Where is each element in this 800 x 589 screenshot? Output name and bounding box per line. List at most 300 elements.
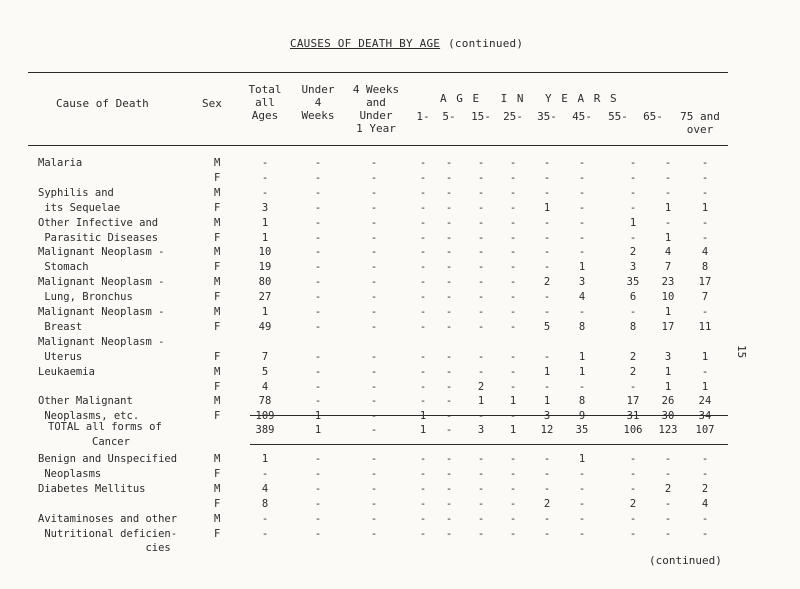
header-age-col-7: 65- — [643, 110, 663, 123]
header-total — [245, 83, 285, 122]
value-cell: - — [477, 261, 485, 274]
value-cell: - — [419, 216, 427, 229]
total-values — [0, 424, 800, 438]
value-cell: - — [445, 306, 453, 318]
value-cell: - — [578, 467, 586, 480]
value-cell: - — [370, 410, 378, 423]
value-cell: 1 — [543, 365, 551, 378]
cause-cell: Other Infective and — [38, 216, 159, 229]
table-row — [0, 528, 800, 542]
value-cell: - — [578, 246, 586, 259]
value-cell: - — [664, 171, 672, 184]
total-label-l1: TOTAL all forms of — [48, 421, 162, 433]
value-cell: 1 — [701, 350, 709, 363]
header-total-l3: Ages — [251, 109, 279, 122]
sex-cell: M — [214, 395, 221, 408]
value-cell: - — [509, 231, 517, 244]
value-cell: - — [629, 380, 637, 393]
value-cell: - — [419, 497, 427, 510]
value-cell: 7 — [664, 261, 672, 274]
value-cell: - — [419, 350, 427, 363]
header-age-in-years — [440, 92, 638, 105]
value-cell: - — [261, 157, 269, 169]
value-cell: - — [261, 527, 269, 540]
value-cell: - — [477, 231, 485, 244]
value-cell: - — [419, 482, 427, 495]
cause-cell: Malignant Neoplasm - — [38, 335, 165, 348]
value-cell: - — [477, 365, 485, 378]
value-cell: - — [445, 527, 453, 540]
value-cell: - — [477, 291, 485, 304]
value-cell: - — [629, 186, 637, 199]
value-cell: 10 — [258, 246, 272, 259]
value-cell: 1 — [578, 350, 586, 363]
value-cell: - — [578, 512, 586, 525]
value-cell: - — [701, 453, 709, 465]
value-cell: 4 — [664, 246, 672, 259]
cause-cell: Malignant Neoplasm - — [38, 306, 165, 318]
table-row — [0, 202, 800, 216]
header-sex: Sex — [202, 97, 222, 110]
value-cell: 80 — [258, 276, 272, 289]
value-cell: - — [664, 216, 672, 229]
table-row — [0, 157, 800, 171]
total-bottom-rule — [250, 444, 728, 445]
value-cell: - — [664, 186, 672, 199]
value-cell: - — [543, 482, 551, 495]
value-cell: - — [445, 365, 453, 378]
value-cell: - — [477, 320, 485, 333]
cause-cell: Malignant Neoplasm - — [38, 276, 165, 289]
value-cell: - — [445, 512, 453, 525]
value-cell: - — [419, 186, 427, 199]
value-cell: - — [419, 527, 427, 540]
header-age: A G E — [440, 92, 481, 105]
cause-cell: cies — [38, 542, 171, 555]
value-cell: 2 — [629, 365, 637, 378]
value-cell: - — [314, 527, 322, 540]
value-cell: - — [629, 453, 637, 465]
value-cell: 26 — [661, 395, 675, 408]
value-cell: - — [445, 171, 453, 184]
value-cell: - — [445, 395, 453, 408]
value-cell: - — [370, 527, 378, 540]
value-cell: - — [314, 201, 322, 214]
value-cell: - — [445, 350, 453, 363]
table-row — [0, 232, 800, 246]
value-cell: - — [370, 201, 378, 214]
value-cell: - — [419, 157, 427, 169]
value-cell: 1 — [664, 380, 672, 393]
value-cell: 1 — [543, 201, 551, 214]
value-cell: - — [314, 306, 322, 318]
value-cell: 2 — [701, 482, 709, 495]
value-cell: - — [314, 186, 322, 199]
cause-cell: Stomach — [38, 261, 89, 274]
value-cell: 5 — [261, 365, 269, 378]
value-cell: - — [509, 157, 517, 169]
value-cell: - — [314, 320, 322, 333]
cause-cell: Neoplasms — [38, 467, 102, 480]
total-value-cell: - — [370, 424, 378, 436]
value-cell: - — [509, 306, 517, 318]
header-age-col-8: 75 and over — [680, 110, 720, 136]
value-cell: - — [261, 512, 269, 525]
value-cell: - — [477, 171, 485, 184]
header-age-col-6: 55- — [608, 110, 628, 123]
total-value-cell: 107 — [695, 424, 715, 436]
value-cell: - — [370, 231, 378, 244]
value-cell: - — [543, 186, 551, 199]
value-cell: - — [419, 306, 427, 318]
value-cell: 2 — [629, 497, 637, 510]
value-cell: 1 — [701, 201, 709, 214]
value-cell: - — [543, 453, 551, 465]
value-cell: 3 — [629, 261, 637, 274]
value-cell: - — [543, 467, 551, 480]
value-cell: - — [509, 320, 517, 333]
value-cell: 1 — [664, 306, 672, 318]
value-cell: - — [370, 306, 378, 318]
value-cell: - — [314, 512, 322, 525]
sex-cell: M — [214, 512, 221, 525]
value-cell: - — [370, 380, 378, 393]
header-under4w-l1: Under — [301, 83, 335, 96]
header-under4w-l3: Weeks — [301, 109, 335, 122]
value-cell: - — [578, 216, 586, 229]
value-cell: - — [314, 216, 322, 229]
value-cell: - — [370, 216, 378, 229]
value-cell: - — [370, 395, 378, 408]
cause-cell: Avitaminoses and other — [38, 512, 178, 525]
value-cell: - — [419, 201, 427, 214]
value-cell: 8 — [701, 261, 709, 274]
cause-cell: Diabetes Mellitus — [38, 482, 146, 495]
header-age-col-2: 15- — [471, 110, 491, 123]
header-4w-1y-l2: and — [366, 96, 386, 109]
value-cell: - — [701, 186, 709, 199]
cause-cell: Syphilis and — [38, 186, 114, 199]
value-cell: - — [370, 276, 378, 289]
value-cell: 2 — [664, 482, 672, 495]
value-cell: - — [419, 276, 427, 289]
value-cell: 30 — [661, 410, 675, 423]
value-cell: - — [445, 157, 453, 169]
header-under4w-l2: 4 — [314, 96, 322, 109]
value-cell: 2 — [629, 246, 637, 259]
cause-cell: Parasitic Diseases — [38, 231, 159, 244]
total-label-l2: Cancer — [92, 436, 130, 448]
sex-cell: M — [214, 157, 221, 169]
cause-cell: Leukaemia — [38, 365, 95, 378]
header-cause: Cause of Death — [56, 97, 149, 110]
value-cell: - — [477, 350, 485, 363]
sex-cell: F — [214, 467, 221, 480]
value-cell: - — [314, 246, 322, 259]
value-cell: - — [509, 171, 517, 184]
cause-cell: Malignant Neoplasm - — [38, 246, 165, 259]
value-cell: - — [629, 306, 637, 318]
sex-cell: F — [214, 231, 221, 244]
value-cell: - — [629, 512, 637, 525]
value-cell: - — [445, 201, 453, 214]
value-cell: - — [664, 157, 672, 169]
header-age-col-5: 45- — [572, 110, 592, 123]
sex-cell: F — [214, 380, 221, 393]
cause-cell: its Sequelae — [38, 201, 121, 214]
sex-cell: F — [214, 320, 221, 333]
value-cell: 1 — [664, 231, 672, 244]
value-cell: - — [578, 157, 586, 169]
value-cell: - — [578, 497, 586, 510]
value-cell: 2 — [543, 276, 551, 289]
value-cell: - — [445, 291, 453, 304]
value-cell: - — [477, 216, 485, 229]
table-row — [0, 276, 800, 290]
value-cell: 1 — [477, 395, 485, 408]
header-age-col-4: 35- — [537, 110, 557, 123]
value-cell: - — [419, 365, 427, 378]
value-cell: - — [664, 527, 672, 540]
value-cell: 1 — [261, 231, 269, 244]
value-cell: - — [419, 320, 427, 333]
value-cell: - — [543, 216, 551, 229]
value-cell: - — [509, 246, 517, 259]
value-cell: - — [701, 231, 709, 244]
value-cell: 2 — [629, 350, 637, 363]
title-suffix: (continued) — [448, 37, 524, 50]
sex-cell: F — [214, 291, 221, 304]
header-total-l1: Total — [248, 83, 282, 96]
value-cell: 7 — [261, 350, 269, 363]
value-cell: - — [509, 467, 517, 480]
value-cell: - — [419, 467, 427, 480]
value-cell: 4 — [261, 380, 269, 393]
value-cell: - — [477, 201, 485, 214]
table-row — [0, 321, 800, 335]
value-cell: - — [314, 395, 322, 408]
value-cell: 7 — [701, 291, 709, 304]
value-cell: - — [445, 380, 453, 393]
total-value-cell: 35 — [575, 424, 589, 436]
value-cell: 4 — [578, 291, 586, 304]
value-cell: - — [578, 171, 586, 184]
value-cell: 4 — [261, 482, 269, 495]
value-cell: - — [543, 306, 551, 318]
value-cell: - — [314, 231, 322, 244]
value-cell: - — [629, 527, 637, 540]
value-cell: - — [578, 380, 586, 393]
value-cell: 1 — [314, 410, 322, 423]
value-cell: 1 — [578, 261, 586, 274]
value-cell: - — [701, 512, 709, 525]
value-cell: - — [701, 216, 709, 229]
value-cell: 9 — [578, 410, 586, 423]
value-cell: - — [314, 350, 322, 363]
value-cell: - — [509, 261, 517, 274]
value-cell: - — [509, 497, 517, 510]
value-cell: - — [509, 365, 517, 378]
value-cell: 1 — [578, 365, 586, 378]
value-cell: - — [419, 231, 427, 244]
value-cell: - — [629, 231, 637, 244]
sex-cell: F — [214, 497, 221, 510]
value-cell: - — [314, 497, 322, 510]
value-cell: - — [629, 482, 637, 495]
value-cell: - — [509, 186, 517, 199]
value-cell: - — [543, 291, 551, 304]
table-row — [0, 366, 800, 380]
table-row — [0, 351, 800, 365]
value-cell: - — [314, 482, 322, 495]
sex-cell: M — [214, 365, 221, 378]
value-cell: - — [314, 276, 322, 289]
sex-cell: M — [214, 216, 221, 229]
value-cell: - — [701, 306, 709, 318]
continued-footer: (continued) — [649, 554, 722, 567]
value-cell: - — [445, 497, 453, 510]
value-cell: - — [445, 216, 453, 229]
value-cell: 2 — [543, 497, 551, 510]
total-value-cell: 1 — [314, 424, 322, 436]
value-cell: 8 — [578, 395, 586, 408]
value-cell: - — [445, 453, 453, 465]
value-cell: - — [477, 410, 485, 423]
total-value-cell: 1 — [419, 424, 427, 436]
value-cell: - — [477, 527, 485, 540]
table-row — [0, 187, 800, 201]
table-row — [0, 483, 800, 497]
sex-cell: M — [214, 482, 221, 495]
value-cell: - — [477, 467, 485, 480]
sex-cell: F — [214, 171, 221, 184]
value-cell: 1 — [664, 201, 672, 214]
value-cell: - — [445, 186, 453, 199]
value-cell: - — [370, 320, 378, 333]
value-cell: - — [370, 482, 378, 495]
value-cell: - — [701, 365, 709, 378]
value-cell: - — [370, 261, 378, 274]
value-cell: - — [629, 467, 637, 480]
value-cell: 1 — [261, 306, 269, 318]
table-row — [0, 291, 800, 305]
value-cell: - — [543, 527, 551, 540]
value-cell: 1 — [578, 453, 586, 465]
value-cell: - — [419, 380, 427, 393]
value-cell: 17 — [626, 395, 640, 408]
value-cell: - — [419, 395, 427, 408]
table-row — [0, 395, 800, 409]
value-cell: - — [477, 186, 485, 199]
value-cell: 19 — [258, 261, 272, 274]
value-cell: 49 — [258, 320, 272, 333]
header-4w-1y — [346, 83, 406, 135]
sex-cell: F — [214, 261, 221, 274]
value-cell: - — [477, 482, 485, 495]
value-cell: 17 — [661, 320, 675, 333]
header-age-col-1: 5- — [442, 110, 456, 123]
cause-cell: Breast — [38, 320, 83, 333]
value-cell: - — [543, 261, 551, 274]
header-age-col-0: 1- — [416, 110, 430, 123]
value-cell: 17 — [698, 276, 712, 289]
value-cell: 109 — [255, 410, 275, 423]
value-cell: - — [314, 365, 322, 378]
value-cell: 8 — [629, 320, 637, 333]
table-row — [0, 468, 800, 482]
sex-cell: M — [214, 276, 221, 289]
value-cell: - — [509, 291, 517, 304]
value-cell: 27 — [258, 291, 272, 304]
value-cell: - — [419, 261, 427, 274]
value-cell: - — [509, 380, 517, 393]
value-cell: 3 — [543, 410, 551, 423]
total-value-cell: 1 — [509, 424, 517, 436]
sex-cell: M — [214, 186, 221, 199]
value-cell: 8 — [578, 320, 586, 333]
value-cell: 3 — [261, 201, 269, 214]
sex-cell: F — [214, 410, 221, 423]
value-cell: - — [701, 171, 709, 184]
total-top-rule — [250, 415, 728, 416]
value-cell: - — [664, 467, 672, 480]
total-value-cell: 123 — [658, 424, 678, 436]
value-cell: - — [370, 246, 378, 259]
value-cell: - — [509, 201, 517, 214]
value-cell: - — [314, 291, 322, 304]
value-cell: - — [370, 467, 378, 480]
value-cell: 31 — [626, 410, 640, 423]
header-4w-1y-l1: 4 Weeks — [352, 83, 400, 96]
value-cell: - — [370, 350, 378, 363]
value-cell: - — [314, 380, 322, 393]
value-cell: - — [578, 482, 586, 495]
value-cell: 1 — [261, 216, 269, 229]
value-cell: 5 — [543, 320, 551, 333]
value-cell: 11 — [698, 320, 712, 333]
value-cell: - — [701, 527, 709, 540]
value-cell: - — [509, 527, 517, 540]
value-cell: - — [629, 171, 637, 184]
value-cell: 1 — [261, 453, 269, 465]
total-value-cell: 389 — [255, 424, 275, 436]
value-cell: - — [543, 350, 551, 363]
total-value-cell: 3 — [477, 424, 485, 436]
sex-cell: M — [214, 453, 221, 465]
value-cell: - — [509, 512, 517, 525]
value-cell: - — [664, 453, 672, 465]
value-cell: - — [509, 216, 517, 229]
value-cell: - — [370, 497, 378, 510]
value-cell: - — [445, 276, 453, 289]
value-cell: - — [664, 512, 672, 525]
value-cell: - — [509, 276, 517, 289]
value-cell: 78 — [258, 395, 272, 408]
header-age-col-3: 25- — [503, 110, 523, 123]
value-cell: - — [477, 497, 485, 510]
value-cell: - — [543, 380, 551, 393]
sex-cell: F — [214, 527, 221, 540]
total-value-cell: - — [445, 424, 453, 436]
value-cell: - — [419, 512, 427, 525]
value-cell: 1 — [419, 410, 427, 423]
value-cell: - — [509, 482, 517, 495]
value-cell: 3 — [664, 350, 672, 363]
value-cell: - — [543, 246, 551, 259]
value-cell: - — [578, 231, 586, 244]
header-in: I N — [500, 92, 525, 105]
header-under4w — [296, 83, 340, 122]
